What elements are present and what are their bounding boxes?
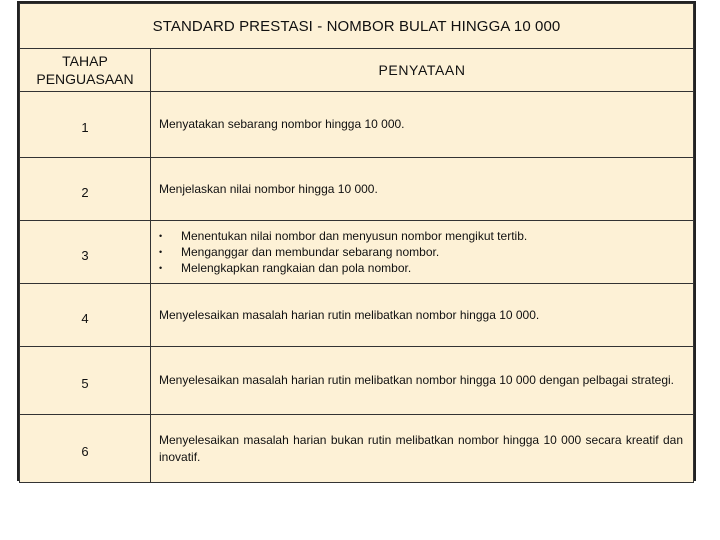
column-header-statement: PENYATAAN	[151, 49, 694, 92]
statement-bullet-list	[159, 228, 683, 276]
level-cell: 3	[20, 221, 151, 284]
bullet-text: Melengkapkan rangkaian dan pola nombor.	[181, 261, 412, 275]
table-row	[20, 347, 694, 415]
table-row	[20, 415, 694, 483]
statement-cell	[151, 221, 694, 284]
level-cell: 6	[20, 415, 151, 483]
level-cell: 5	[20, 347, 151, 415]
statement-cell: Menjelaskan nilai nombor hingga 10 000.	[151, 158, 694, 221]
table-row	[20, 221, 694, 284]
column-header-level: TAHAP PENGUASAAN	[20, 49, 151, 92]
bullet-text: Menganggar dan membundar sebarang nombor.	[181, 245, 440, 259]
table-row	[20, 284, 694, 347]
table-row	[20, 92, 694, 158]
level-cell: 2	[20, 158, 151, 221]
header-row	[20, 49, 694, 92]
bullet-icon: •	[159, 263, 163, 273]
statement-cell: Menyelesaikan masalah harian bukan rutin melibatkan nombor hingga 10 000 secara kreatif dan inovatif.	[151, 415, 694, 483]
level-cell: 1	[20, 92, 151, 158]
table-row	[20, 158, 694, 221]
list-item	[159, 228, 683, 244]
bullet-icon: •	[159, 231, 163, 241]
table-title: STANDARD PRESTASI - NOMBOR BULAT HINGGA 10 000	[20, 4, 694, 49]
performance-standard-table-frame	[17, 1, 696, 481]
list-item	[159, 260, 683, 276]
performance-standard-table	[19, 3, 694, 483]
bullet-icon: •	[159, 247, 163, 257]
title-row	[20, 4, 694, 49]
statement-cell: Menyelesaikan masalah harian rutin melibatkan nombor hingga 10 000.	[151, 284, 694, 347]
statement-cell: Menyatakan sebarang nombor hingga 10 000.	[151, 92, 694, 158]
list-item	[159, 244, 683, 260]
statement-cell: Menyelesaikan masalah harian rutin melibatkan nombor hingga 10 000 dengan pelbagai strategi.	[151, 347, 694, 415]
bullet-text: Menentukan nilai nombor dan menyusun nombor mengikut tertib.	[181, 229, 528, 243]
level-cell: 4	[20, 284, 151, 347]
